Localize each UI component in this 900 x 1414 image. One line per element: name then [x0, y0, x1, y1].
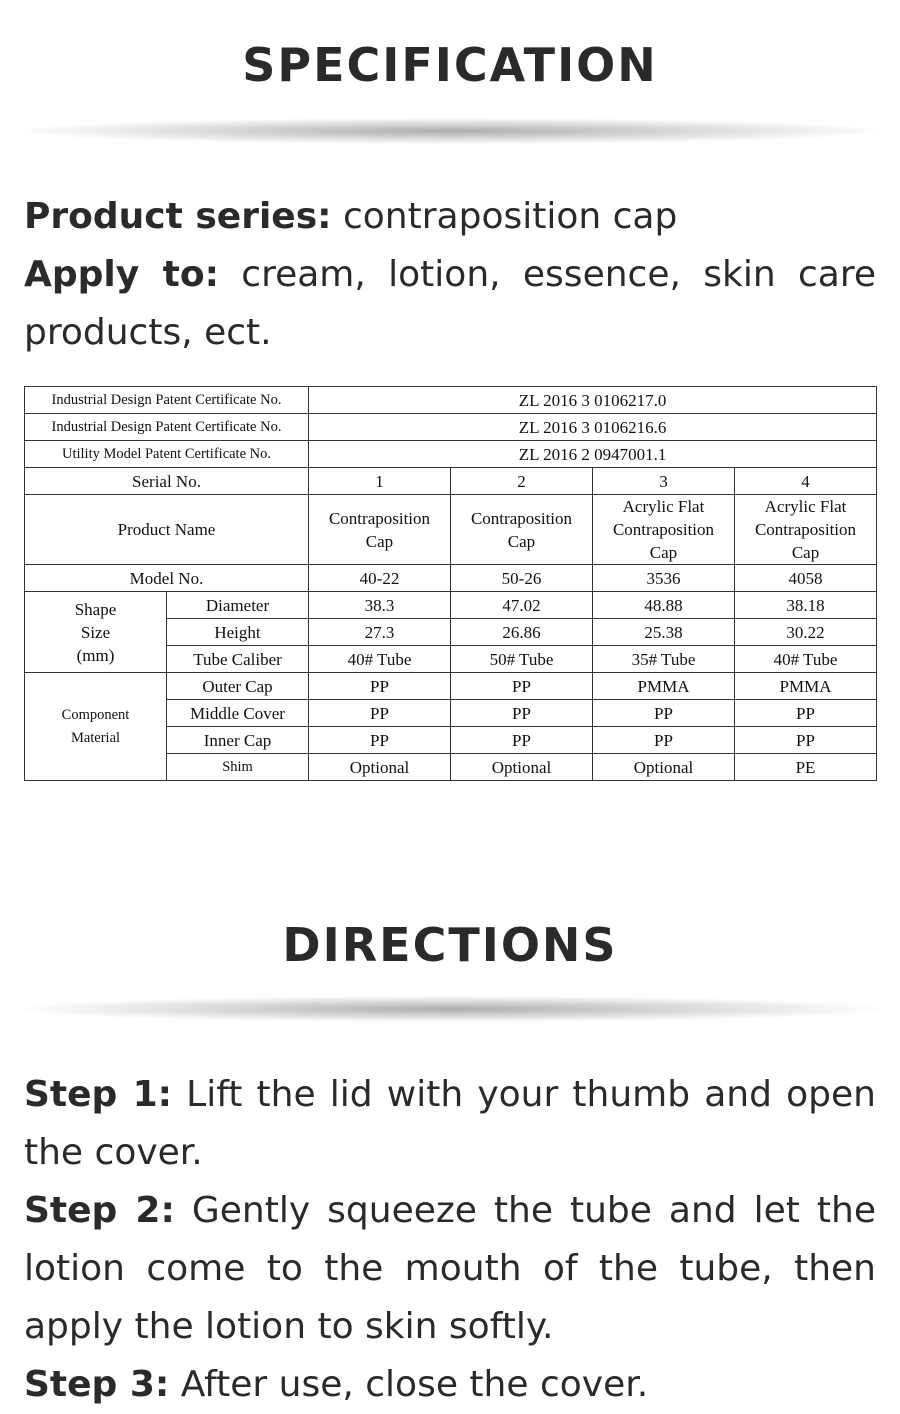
table-row [25, 387, 877, 414]
tube-caliber-cell: 35# Tube [593, 646, 735, 673]
step-2-text-cont: apply the lotion to skin softly. [24, 1306, 554, 1347]
product-name-label: Product Name [25, 495, 309, 565]
product-name-line: Contraposition [328, 508, 431, 528]
directions-steps [24, 1066, 876, 1414]
serial-cell: 1 [309, 468, 451, 495]
serial-label: Serial No. [25, 468, 309, 495]
serial-cell: 3 [593, 468, 735, 495]
model-cell: 50-26 [451, 565, 593, 592]
apply-to-label: Apply to: [24, 254, 219, 295]
diameter-cell: 47.02 [451, 592, 593, 619]
inner-cap-cell: PP [451, 727, 593, 754]
middle-cover-cell: PP [309, 700, 451, 727]
tube-caliber-cell: 50# Tube [451, 646, 593, 673]
patent-label: Utility Model Patent Certificate No. [25, 441, 309, 468]
table-row [25, 468, 877, 495]
product-name-cell [309, 495, 451, 565]
model-cell: 4058 [735, 565, 877, 592]
step-2-line [24, 1182, 876, 1240]
patent-number: ZL 2016 3 0106216.6 [309, 414, 877, 441]
product-name-line: Contraposition [612, 520, 715, 539]
shim-cell: Optional [451, 754, 593, 781]
step-1-text: Lift the lid with your thumb and open [186, 1074, 876, 1115]
diameter-cell: 38.3 [309, 592, 451, 619]
product-name-line: Acrylic Flat [622, 497, 705, 516]
outer-cap-cell: PMMA [593, 673, 735, 700]
step-2-text: Gently squeeze the tube and let the [191, 1190, 876, 1231]
step-3-label: Step 3: [24, 1364, 170, 1405]
shim-cell: Optional [593, 754, 735, 781]
height-cell: 30.22 [735, 619, 877, 646]
model-cell: 3536 [593, 565, 735, 592]
product-intro [24, 188, 876, 362]
step-2-label: Step 2: [24, 1190, 175, 1231]
model-label: Model No. [25, 565, 309, 592]
group-label-line: Shape [74, 599, 117, 619]
middle-cover-cell: PP [451, 700, 593, 727]
specification-table [24, 386, 877, 781]
diameter-cell: 48.88 [593, 592, 735, 619]
title-shadow-divider [20, 118, 880, 144]
patent-label: Industrial Design Patent Certificate No. [25, 387, 309, 414]
group-label-line: Material [70, 729, 121, 746]
shim-cell: PE [735, 754, 877, 781]
step-1-line [24, 1066, 876, 1124]
product-name-cell [451, 495, 593, 565]
shape-size-group-label [25, 592, 167, 673]
table-row [25, 495, 877, 565]
height-cell: 27.3 [309, 619, 451, 646]
tube-caliber-cell: 40# Tube [309, 646, 451, 673]
specification-title: SPECIFICATION [242, 38, 658, 92]
tube-caliber-label: Tube Caliber [167, 646, 309, 673]
inner-cap-cell: PP [735, 727, 877, 754]
table-row [25, 592, 877, 619]
outer-cap-cell: PP [451, 673, 593, 700]
product-series-line [24, 188, 876, 246]
product-name-line: Cap [791, 543, 820, 562]
step-1-label: Step 1: [24, 1074, 173, 1115]
inner-cap-cell: PP [593, 727, 735, 754]
product-name-line: Cap [507, 531, 536, 551]
model-cell: 40-22 [309, 565, 451, 592]
table-row [25, 414, 877, 441]
shim-label: Shim [167, 754, 309, 781]
table-row [25, 673, 877, 700]
tube-caliber-cell: 40# Tube [735, 646, 877, 673]
apply-to-value: cream, lotion, essence, skin care [241, 254, 876, 295]
middle-cover-cell: PP [735, 700, 877, 727]
middle-cover-cell: PP [593, 700, 735, 727]
serial-cell: 4 [735, 468, 877, 495]
patent-number: ZL 2016 2 0947001.1 [309, 441, 877, 468]
step-1-text-cont: the cover. [24, 1132, 203, 1173]
serial-cell: 2 [451, 468, 593, 495]
product-series-label: Product series: [24, 196, 332, 237]
directions-title: DIRECTIONS [282, 918, 618, 972]
patent-label: Industrial Design Patent Certificate No. [25, 414, 309, 441]
table-row [25, 441, 877, 468]
product-name-line: Cap [365, 531, 394, 551]
shim-cell: Optional [309, 754, 451, 781]
diameter-label: Diameter [167, 592, 309, 619]
step-2-text-cont: lotion come to the mouth of the tube, then [24, 1248, 876, 1289]
component-material-group-label [25, 673, 167, 781]
group-label-line: Component [61, 706, 130, 723]
group-label-line: (mm) [76, 645, 115, 665]
outer-cap-label: Outer Cap [167, 673, 309, 700]
apply-to-line [24, 246, 876, 304]
height-cell: 26.86 [451, 619, 593, 646]
height-label: Height [167, 619, 309, 646]
product-name-line: Acrylic Flat [764, 497, 847, 516]
product-name-cell [735, 495, 877, 565]
height-cell: 25.38 [593, 619, 735, 646]
group-label-line: Size [80, 622, 111, 642]
outer-cap-cell: PMMA [735, 673, 877, 700]
step-3-text: After use, close the cover. [180, 1364, 649, 1405]
product-series-value: contraposition cap [342, 196, 678, 237]
inner-cap-cell: PP [309, 727, 451, 754]
title-shadow-divider [20, 996, 880, 1022]
table-row [25, 565, 877, 592]
diameter-cell: 38.18 [735, 592, 877, 619]
product-name-line: Contraposition [754, 520, 857, 539]
inner-cap-label: Inner Cap [167, 727, 309, 754]
step-3-line [24, 1356, 876, 1414]
product-name-line: Contraposition [470, 508, 573, 528]
product-name-line: Cap [649, 543, 678, 562]
apply-to-value-cont: products, ect. [24, 312, 272, 353]
patent-number: ZL 2016 3 0106217.0 [309, 387, 877, 414]
middle-cover-label: Middle Cover [167, 700, 309, 727]
product-name-cell [593, 495, 735, 565]
outer-cap-cell: PP [309, 673, 451, 700]
